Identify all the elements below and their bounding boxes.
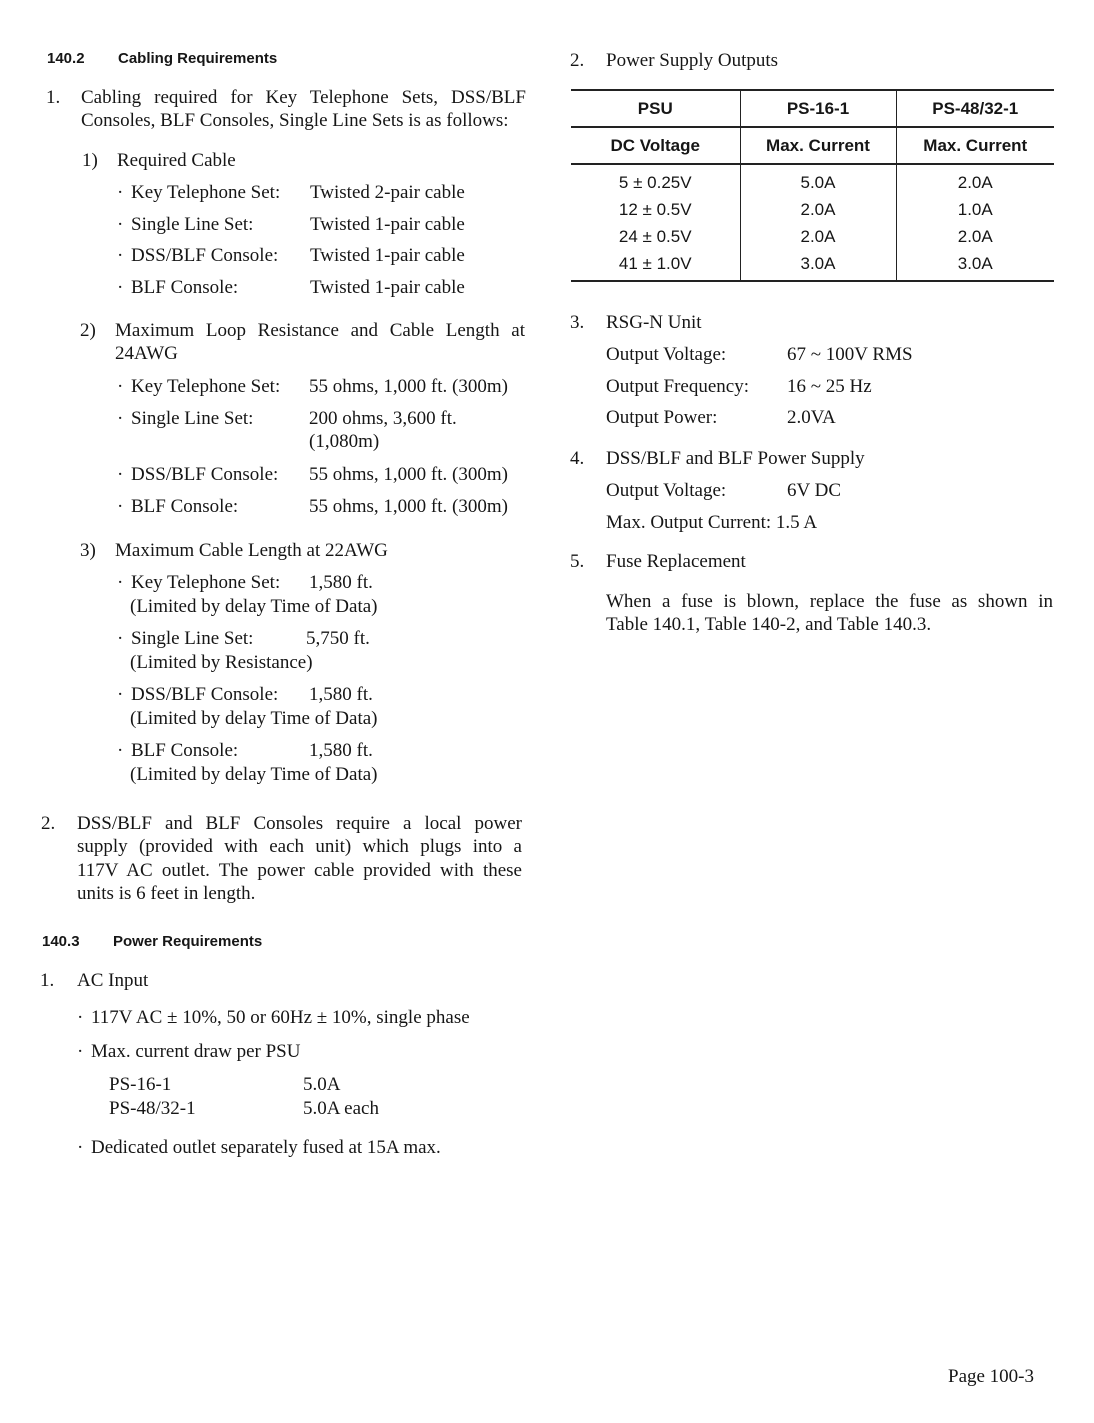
max-loop-title: Maximum Loop Resistance and Cable Length at — [115, 320, 525, 341]
section-number-140-2: 140.2 — [47, 50, 85, 67]
table-row — [571, 196, 1054, 223]
table-cell-current: 5.0A — [740, 164, 896, 196]
bullet: · — [77, 1007, 84, 1028]
bullet: · — [117, 740, 124, 761]
length-value: 1,580 ft. — [309, 684, 373, 705]
section-title-power: Power Requirements — [113, 933, 263, 950]
cable-value: Twisted 2-pair cable — [310, 182, 465, 203]
table-header-cell: DC Voltage — [571, 127, 740, 164]
item-number: 2. — [41, 813, 56, 834]
table-row — [571, 223, 1054, 250]
rsg-label: Output Voltage: — [606, 344, 727, 365]
loop-value: 200 ohms, 3,600 ft. — [309, 408, 457, 429]
length-value: 5,750 ft. — [306, 628, 370, 649]
dss-output-voltage-value: 6V DC — [787, 480, 842, 501]
max-loop-title: 24AWG — [115, 343, 178, 364]
bullet: · — [117, 464, 124, 485]
cable-label: BLF Console: — [131, 277, 239, 298]
cable-value: Twisted 1-pair cable — [310, 277, 465, 298]
cable-label: Single Line Set: — [131, 214, 254, 235]
table-header-cell: PSU — [571, 90, 740, 127]
item-number: 2. — [570, 50, 585, 71]
sub-item-number: 3) — [80, 540, 96, 561]
bullet: · — [117, 214, 124, 235]
table-cell-current: 2.0A — [896, 164, 1054, 196]
item-number: 1. — [40, 970, 55, 991]
psu-current: 5.0A — [303, 1074, 341, 1095]
consoles-power-line: DSS/BLF and BLF Consoles require a local power — [77, 813, 522, 834]
dedicated-outlet-note: Dedicated outlet separately fused at 15A max. — [91, 1137, 441, 1158]
bullet: · — [117, 245, 124, 266]
loop-value: 55 ohms, 1,000 ft. (300m) — [309, 376, 508, 397]
consoles-power-line: supply (provided with each unit) which plugs into a — [77, 836, 522, 857]
table-cell-voltage: 12 ± 0.5V — [618, 199, 692, 219]
length-note: (Limited by delay Time of Data) — [130, 764, 378, 785]
cable-value: Twisted 1-pair cable — [310, 214, 465, 235]
sub-item-number: 2) — [80, 320, 96, 341]
table-row — [571, 250, 1054, 281]
bullet: · — [117, 376, 124, 397]
length-label: Key Telephone Set: — [131, 572, 281, 593]
rsg-n-title: RSG-N Unit — [606, 312, 702, 333]
rsg-value: 16 ~ 25 Hz — [787, 376, 872, 397]
dss-max-output-current: Max. Output Current: 1.5 A — [606, 512, 818, 533]
loop-label: Single Line Set: — [131, 408, 254, 429]
item-number: 3. — [570, 312, 585, 333]
consoles-power-line: 117V AC outlet. The power cable provided with these — [77, 860, 522, 881]
table-header-cell: PS-48/32-1 — [896, 90, 1054, 127]
table-cell-current: 2.0A — [740, 196, 896, 223]
rsg-value: 2.0VA — [787, 407, 836, 428]
rsg-value: 67 ~ 100V RMS — [787, 344, 913, 365]
table-row — [571, 164, 1054, 196]
table-cell-current: 3.0A — [896, 250, 1054, 281]
table-header-cell: Max. Current — [896, 127, 1054, 164]
item-number: 4. — [570, 448, 585, 469]
cable-label: DSS/BLF Console: — [131, 245, 279, 266]
loop-label: Key Telephone Set: — [131, 376, 281, 397]
bullet: · — [117, 572, 124, 593]
psu-current: 5.0A each — [303, 1098, 379, 1119]
psu-label: PS-48/32-1 — [109, 1098, 196, 1119]
table-cell-voltage: 41 ± 1.0V — [571, 250, 740, 281]
length-label: DSS/BLF Console: — [131, 684, 279, 705]
max-length-title: Maximum Cable Length at 22AWG — [115, 540, 388, 561]
ac-input-spec: 117V AC ± 10%, 50 or 60Hz ± 10%, single phase — [91, 1007, 470, 1028]
length-value: 1,580 ft. — [309, 740, 373, 761]
table-cell-current: 1.0A — [896, 196, 1054, 223]
length-label: BLF Console: — [131, 740, 239, 761]
table-header-row — [571, 127, 1054, 164]
table-header-cell: PS-16-1 — [740, 90, 896, 127]
bullet: · — [117, 628, 124, 649]
bullet: · — [117, 408, 124, 429]
fuse-text-line: When a fuse is blown, replace the fuse as shown in — [606, 591, 1053, 612]
table-cell-voltage: 5 ± 0.25V — [618, 172, 692, 192]
table-cell-current: 3.0A — [740, 250, 896, 281]
bullet: · — [117, 277, 124, 298]
item-number: 5. — [570, 551, 585, 572]
section-number-140-3: 140.3 — [42, 933, 80, 950]
loop-label: BLF Console: — [131, 496, 239, 517]
dss-power-title: DSS/BLF and BLF Power Supply — [606, 448, 865, 469]
cable-label: Key Telephone Set: — [131, 182, 281, 203]
bullet: · — [117, 684, 124, 705]
bullet: · — [117, 182, 124, 203]
max-current-title: Max. current draw per PSU — [91, 1041, 301, 1062]
rsg-label: Output Frequency: — [606, 376, 750, 397]
cable-value: Twisted 1-pair cable — [310, 245, 465, 266]
loop-value: 55 ohms, 1,000 ft. (300m) — [309, 496, 508, 517]
dss-output-voltage-label: Output Voltage: — [606, 480, 727, 501]
cabling-intro-line: Cabling required for Key Telephone Sets, DSS/BLF — [81, 87, 526, 108]
table-cell-voltage: 24 ± 0.5V — [618, 226, 692, 246]
bullet: · — [117, 496, 124, 517]
power-supply-outputs-table — [571, 89, 1054, 282]
rsg-label: Output Power: — [606, 407, 718, 428]
fuse-title: Fuse Replacement — [606, 551, 746, 572]
cabling-intro-line: Consoles, BLF Consoles, Single Line Sets is as follows: — [81, 110, 509, 131]
sub-item-number: 1) — [82, 150, 98, 171]
length-note: (Limited by Resistance) — [130, 652, 313, 673]
bullet: · — [77, 1137, 84, 1158]
item-number: 1. — [46, 87, 61, 108]
page-number: Page 100-3 — [948, 1366, 1035, 1387]
table-header-cell: Max. Current — [740, 127, 896, 164]
table-header-row — [571, 90, 1054, 127]
required-cable-title: Required Cable — [117, 150, 236, 171]
table-cell-current: 2.0A — [740, 223, 896, 250]
fuse-text-line: Table 140.1, Table 140-2, and Table 140.3. — [606, 614, 932, 635]
ac-input-title: AC Input — [77, 970, 149, 991]
consoles-power-line: units is 6 feet in length. — [77, 883, 256, 904]
power-supply-outputs-title: Power Supply Outputs — [606, 50, 779, 71]
table-cell-current: 2.0A — [896, 223, 1054, 250]
length-label: Single Line Set: — [131, 628, 254, 649]
loop-label: DSS/BLF Console: — [131, 464, 279, 485]
bullet: · — [77, 1041, 84, 1062]
loop-value-continued: (1,080m) — [309, 431, 380, 452]
loop-value: 55 ohms, 1,000 ft. (300m) — [309, 464, 508, 485]
length-note: (Limited by delay Time of Data) — [130, 708, 378, 729]
length-value: 1,580 ft. — [309, 572, 373, 593]
length-note: (Limited by delay Time of Data) — [130, 596, 378, 617]
section-title-cabling: Cabling Requirements — [118, 50, 278, 67]
psu-label: PS-16-1 — [109, 1074, 172, 1095]
